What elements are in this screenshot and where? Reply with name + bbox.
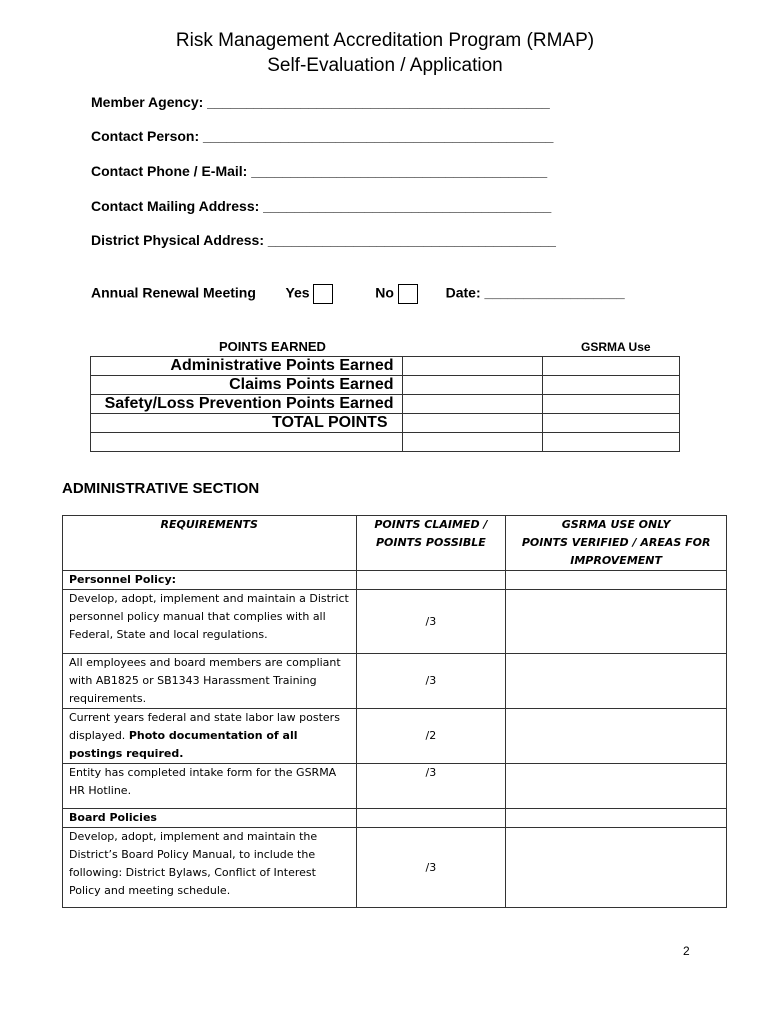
contact-phone-field[interactable]: Contact Phone / E-Mail: ______________________________________: [91, 163, 548, 179]
claims-points-cell[interactable]: [402, 376, 543, 395]
gsrma-cell[interactable]: [506, 654, 727, 709]
requirement-text: All employees and board members are compliant with AB1825 or SB1343 Harassment Training requirements.: [63, 654, 357, 709]
points-cell[interactable]: /3: [356, 590, 506, 654]
safety-points-label: Safety/Loss Prevention Points Earned: [91, 395, 403, 414]
empty-cell[interactable]: [402, 433, 543, 452]
gsrma-cell[interactable]: [506, 709, 727, 764]
table-row: [91, 357, 680, 376]
board-policies-header: Board Policies: [63, 809, 357, 828]
physical-address-field[interactable]: District Physical Address: _____________________________________: [91, 232, 556, 248]
table-row: [91, 414, 680, 433]
gsrma-use-header: GSRMA Use: [581, 340, 651, 354]
improvement-line: IMPROVEMENT: [570, 554, 662, 567]
gsrma-cell[interactable]: [506, 828, 727, 908]
table-row: [63, 764, 727, 809]
table-row: [91, 395, 680, 414]
gsrma-cell[interactable]: [506, 590, 727, 654]
requirement-text: Develop, adopt, implement and maintain a District personnel policy manual that complies with all Federal, State and local regulations.: [63, 590, 357, 654]
page-title: Risk Management Accreditation Program (RMAP): [175, 30, 595, 51]
points-verified-line: POINTS VERIFIED / AREAS FOR: [521, 536, 711, 549]
requirement-cell: [63, 709, 357, 764]
requirement-text: Develop, adopt, implement and maintain the District’s Board Policy Manual, to include the following: District Bylaws, Conflict of Interest Policy and meeting schedule.: [63, 828, 357, 908]
points-cell[interactable]: /3: [356, 654, 506, 709]
annual-renewal-row: [91, 284, 625, 304]
page-number: 2: [683, 944, 690, 958]
empty-cell: [91, 433, 403, 452]
requirement-bold-text: Photo documentation of all postings required.: [69, 729, 298, 760]
gsrma-use-only-header: [506, 516, 727, 571]
total-points-cell[interactable]: [402, 414, 543, 433]
yes-label: Yes: [285, 284, 310, 301]
total-points-label: TOTAL POINTS: [91, 414, 403, 433]
administrative-table: [62, 515, 727, 908]
table-header-row: [63, 516, 727, 571]
admin-points-gsrma-cell[interactable]: [543, 357, 680, 376]
points-earned-header: POINTS EARNED: [219, 339, 326, 354]
table-row: [63, 571, 727, 590]
points-possible-line: POINTS POSSIBLE: [375, 536, 486, 549]
table-row: [63, 828, 727, 908]
table-row: [63, 590, 727, 654]
requirement-text: Entity has completed intake form for the GSRMA HR Hotline.: [63, 764, 357, 809]
table-row: [63, 654, 727, 709]
personnel-policy-header: Personnel Policy:: [63, 571, 357, 590]
table-row: [63, 709, 727, 764]
empty-cell[interactable]: [543, 433, 680, 452]
total-points-gsrma-cell[interactable]: [543, 414, 680, 433]
yes-checkbox[interactable]: [313, 284, 333, 304]
claims-points-label: Claims Points Earned: [91, 376, 403, 395]
empty-cell: [506, 571, 727, 590]
no-checkbox[interactable]: [398, 284, 418, 304]
contact-person-field[interactable]: Contact Person: _____________________________________________: [91, 128, 554, 144]
gsrma-use-only-line: GSRMA USE ONLY: [561, 518, 671, 531]
date-field[interactable]: Date: __________________: [445, 284, 625, 301]
annual-renewal-label: Annual Renewal Meeting: [91, 284, 256, 301]
points-cell[interactable]: /3: [356, 764, 506, 809]
empty-cell: [506, 809, 727, 828]
claims-points-gsrma-cell[interactable]: [543, 376, 680, 395]
member-agency-field[interactable]: Member Agency: ____________________________________________: [91, 94, 550, 110]
page-subtitle: Self-Evaluation / Application: [267, 55, 503, 76]
table-row: [63, 809, 727, 828]
no-label: No: [375, 284, 394, 301]
mailing-address-field[interactable]: Contact Mailing Address: _____________________________________: [91, 198, 552, 214]
points-cell[interactable]: /3: [356, 828, 506, 908]
admin-points-label: Administrative Points Earned: [91, 357, 403, 376]
points-claimed-header: [356, 516, 506, 571]
points-cell[interactable]: /2: [356, 709, 506, 764]
gsrma-cell[interactable]: [506, 764, 727, 809]
points-table: [90, 356, 680, 452]
empty-cell: [356, 571, 506, 590]
requirement-text: Current years federal and state labor law posters displayed.: [69, 711, 340, 742]
table-row: [91, 376, 680, 395]
safety-points-cell[interactable]: [402, 395, 543, 414]
points-claimed-line: POINTS CLAIMED /: [374, 518, 488, 531]
requirements-header: REQUIREMENTS: [63, 516, 357, 571]
admin-points-cell[interactable]: [402, 357, 543, 376]
empty-cell: [356, 809, 506, 828]
section-title: ADMINISTRATIVE SECTION: [62, 480, 260, 497]
table-row: [91, 433, 680, 452]
safety-points-gsrma-cell[interactable]: [543, 395, 680, 414]
